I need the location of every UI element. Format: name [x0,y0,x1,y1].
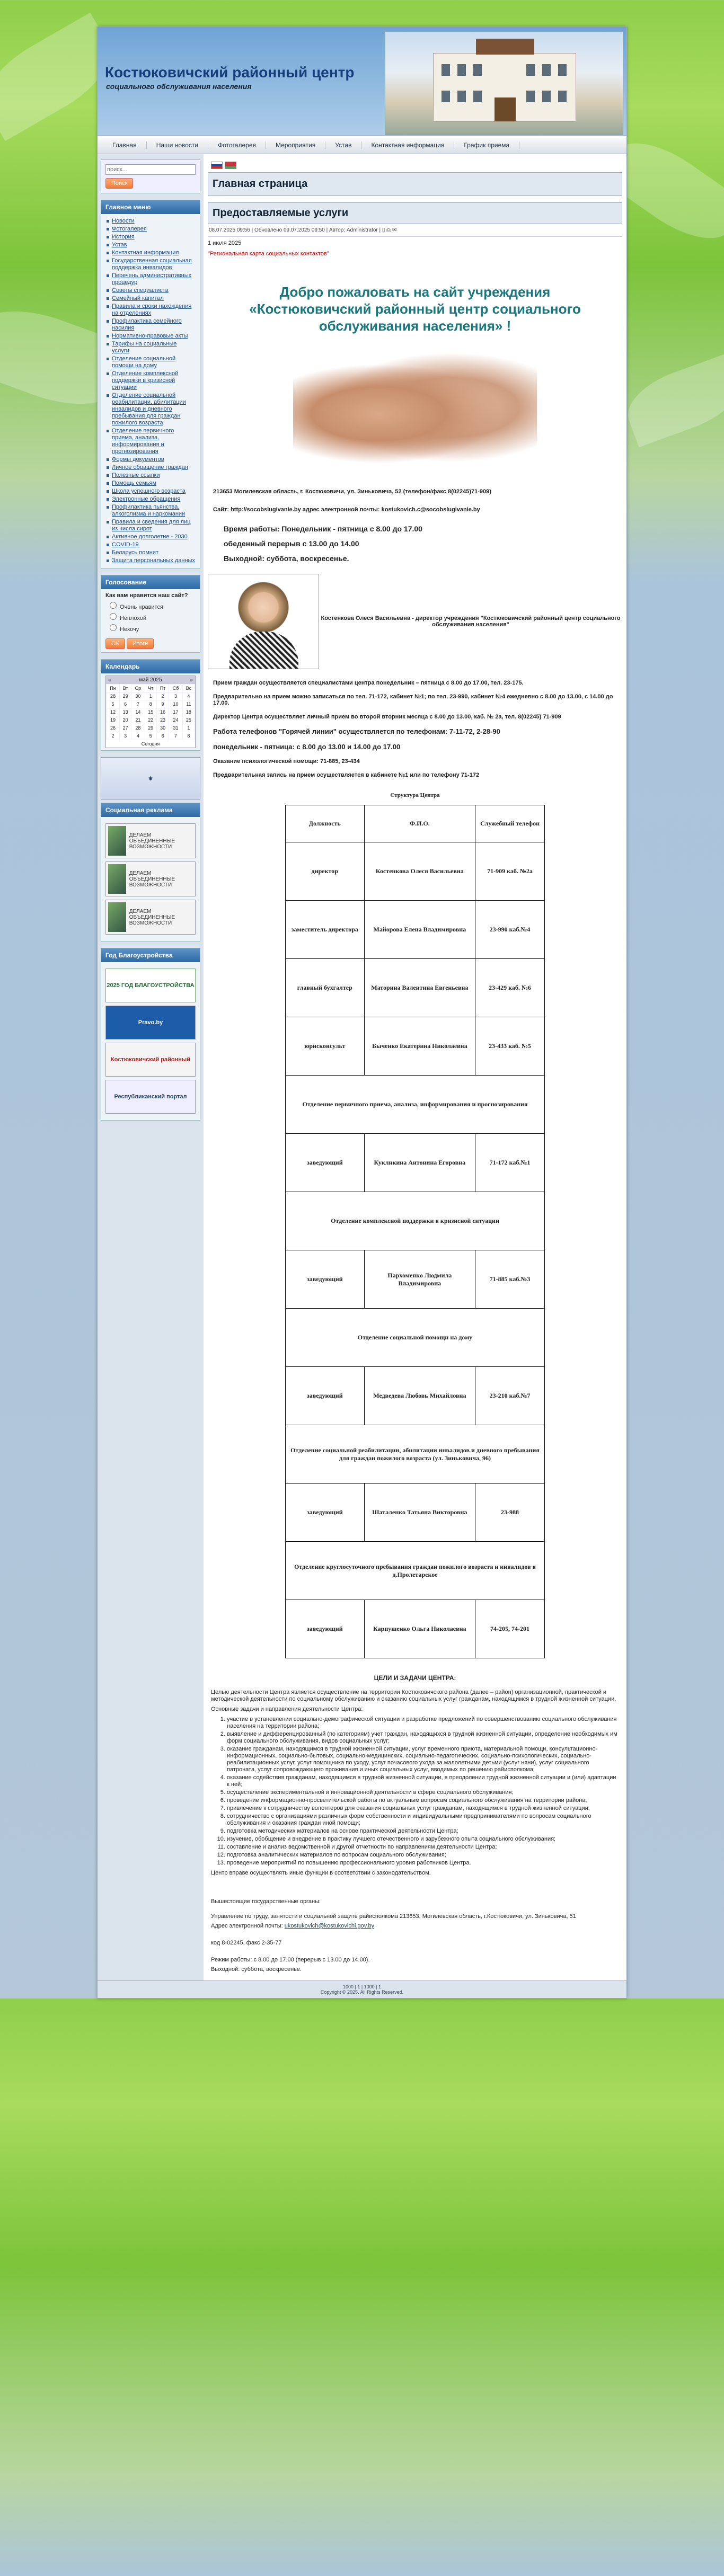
hotline-hours: понедельник - пятница: с 8.00 до 13.00 и 14.00 до 17.00 [213,743,401,751]
menu-item [105,332,196,340]
nav-charter[interactable]: Устав [325,141,361,149]
district-banner[interactable]: Костюковичский районный [105,1043,196,1077]
article-meta: 08.07.2025 09:56 | Обновлено 09.07.2025 09:50 | Автор: Administrator | ▯ ⎙ ✉ [208,224,622,237]
content-columns [98,154,626,1980]
calendar-day[interactable]: 1 [182,724,195,732]
reception-info [208,680,622,778]
article-title[interactable]: Предоставляемые услуги [208,202,622,224]
table-cell: Шаталенко Татьяна Викторовна [364,1484,475,1542]
menu-item [105,392,196,427]
calendar-day[interactable]: 7 [169,732,183,740]
table-cell: заместитель директора [286,901,365,959]
calendar-day[interactable]: 25 [182,716,195,724]
table-cell: 23-433 каб. №5 [475,1017,545,1076]
menu-item [105,225,196,233]
calendar-day[interactable]: 26 [107,724,120,732]
menu-item [105,340,196,355]
goals-text: Центр вправе осуществлять иные функции в соответствии с законодательством. [211,1870,431,1876]
menu-item [105,479,196,487]
menu-item [105,487,196,495]
table-cell: 71-909 каб. №2а [475,842,545,901]
copyright: Copyright © 2025. All Rights Reserved. [320,1989,404,1995]
calendar-day[interactable]: 4 [131,732,145,740]
goals-text: Основные задачи и направления деятельности Центра: [211,1706,363,1712]
site-footer [98,1980,626,1998]
calendar-day[interactable]: 29 [120,692,131,700]
goal-item: 12. подготовка аналитических материалов по вопросам социального обслуживания; [227,1852,619,1859]
table-cell: директор [286,842,365,901]
menu-item [105,518,196,533]
info-text: Предварительная запись на прием осуществляется в кабинете №1 или по телефону 71-172 [213,772,480,778]
calendar-day[interactable]: 28 [131,724,145,732]
menu-item [105,549,196,557]
department-cell: Отделение круглосуточного пребывания граждан пожилого возраста и инвалидов в д.Пролетарское [286,1542,545,1600]
site-wrapper [97,26,627,1998]
calendar-day[interactable]: 10 [169,700,183,708]
weekday-label: Пн [107,685,120,692]
work-hours: Время работы: Понедельник - пятница с 8.00 до 17.00 [224,525,422,533]
menu-link[interactable]: Отделение первичного приема, анализа, информирования и прогнозирования [112,428,174,455]
contact-text: Управление по труду, занятости и социальной защите райисполкома 213653, Могилевская область, г.Костюковичи, ул. Зиньковича, 51 [211,1913,576,1920]
poll-title: Голосование [101,575,200,589]
menu-link[interactable]: Новости [112,218,135,224]
menu-item [105,295,196,303]
print-icon[interactable]: ⎙ [386,227,391,233]
menu-item [105,257,196,272]
article-date: 1 июля 2025 [208,240,242,246]
table-row [286,842,545,901]
table-cell: Медведева Любовь Михайловна [364,1367,475,1425]
calendar-month: май 2025 [139,677,162,683]
contact-email-link[interactable]: ukostukovich@kostukovichi.gov.by [284,1923,375,1929]
regional-map-link[interactable]: "Региональная карта социальных контактов" [208,251,329,257]
table-header: Должность [286,805,365,842]
menu-item [105,472,196,479]
prev-month-icon[interactable]: « [108,677,111,683]
weekday-label: Ср [131,685,145,692]
contact-text: Выходной: суббота, воскресенье. [211,1966,302,1973]
table-row [286,1192,545,1250]
menu-link[interactable]: Помощь семьям [112,480,156,486]
menu-item [105,272,196,287]
ads-title: Социальная реклама [101,803,200,817]
vote-button[interactable]: ОК [105,638,125,649]
menu-link[interactable]: Фотогалерея [112,226,147,232]
poll-option-label: Очень нравится [120,604,163,610]
calendar-day[interactable]: 21 [131,716,145,724]
table-row [286,1600,545,1658]
menu-link[interactable]: Полезные ссылки [112,472,160,478]
table-row [286,1017,545,1076]
lunch-break: обеденный перерыв с 13.00 до 14.00 [224,539,359,548]
calendar-day[interactable]: 13 [120,708,131,716]
calendar-day[interactable]: 28 [107,692,120,700]
days-off: Выходной: суббота, воскресенье. [224,554,349,563]
poll-option[interactable] [110,624,196,633]
main-menu [101,200,200,569]
menu-item [105,217,196,225]
table-row [286,1134,545,1192]
department-cell: Отделение социальной помощи на дому [286,1309,545,1367]
welcome-heading: Добро пожаловать на сайт учреждения «Костюковичский районный центр социального обслуживания населения» ! [249,284,581,334]
psych-help: Оказание психологической помощи: 71-885, 23-434 [213,758,360,765]
calendar-today[interactable]: Сегодня [141,741,160,747]
year-box [101,948,200,1121]
search-button[interactable]: Поиск [105,178,133,189]
menu-link[interactable]: Беларусь помнит [112,549,159,556]
goal-item: 3. оказание гражданам, находящимся в трудной жизненной ситуации, услуг временного приюта, материальной помощи, консультационно-информационных, социально-бытовых, социально-медицинских, социально-педагогических, социально-психологических, социально-реабилитационных услуг, услуг помощника по уходу, услуг почасового ухода за малолетними детьми (услуг няни), услуг социального патроната, услуг сопровождающего проживания и иных социальных услуг, вводимых по решению райисполкома; [227,1746,619,1773]
calendar-day[interactable]: 7 [131,700,145,708]
goal-item: 13. проведение мероприятий по повышению профессионального уровня работников Центра. [227,1860,619,1867]
goal-item: 4. оказание содействия гражданам, находящимся в трудной жизненной ситуации, в преодолении трудной жизненной ситуации и (или) адаптации к ней; [227,1774,619,1788]
calendar-day[interactable]: 8 [182,732,195,740]
table-cell: Пархоменко Людмила Владимировна [364,1250,475,1309]
nav-home[interactable]: Главная [103,141,147,149]
goal-item: 8. сотрудничество с организациями различных форм собственности и индивидуальными предпринимателями по вопросам социального обслуживания и оказания граждан иной помощи; [227,1813,619,1827]
results-button[interactable]: Итоги [127,638,154,649]
structure-title: Структура Центра [390,792,440,798]
calendar-day[interactable]: 17 [169,708,183,716]
menu-link[interactable]: Профилактика пьянства, алкоголизма и наркомании [112,504,186,517]
calendar-day[interactable]: 6 [120,700,131,708]
nav-gallery[interactable]: Фотогалерея [208,141,266,149]
table-cell: 23-210 каб.№7 [475,1367,545,1425]
table-row [286,901,545,959]
table-cell: 74-205, 74-201 [475,1600,545,1658]
table-header: Ф.И.О. [364,805,475,842]
search-box [101,159,200,193]
visitor-counter: 1000 | 1 | 1000 | 1 [342,1984,382,1989]
table-cell: заведующий [286,1484,365,1542]
year-banner[interactable]: 2025 ГОД БЛАГОУСТРОЙСТВА [105,969,196,1002]
menu-item [105,541,196,549]
ad-banner[interactable]: ДЕЛАЕМ ОБЪЕДИНЕННЫЕ ВОЗМОЖНОСТИ [105,823,196,858]
ads-box [101,803,200,941]
calendar-day[interactable]: 11 [182,700,195,708]
year-title: Год Благоустройства [101,948,200,962]
menu-link[interactable]: Формы документов [112,456,164,463]
table-cell: заведующий [286,1367,365,1425]
department-cell: Отделение социальной реабилитации, абилитации инвалидов и дневного пребывания для граждан пожилого возраста (ул. Зиньковича, 96) [286,1425,545,1484]
menu-item [105,503,196,518]
director-block [208,574,622,669]
table-cell: Быченко Екатерина Николаевна [364,1017,475,1076]
pdf-icon[interactable]: ▯ [382,227,385,233]
calendar-day[interactable]: 23 [156,716,169,724]
hands-image [293,350,537,477]
menu-item [105,495,196,503]
goal-item: 6. проведение информационно-просветительской работы по актуальным вопросам социального обслуживания на территории района; [227,1797,619,1804]
menu-item [105,241,196,249]
building-photo [385,31,623,135]
menu-link[interactable]: Школа успешного возраста [112,488,186,494]
poll-radio[interactable] [110,602,117,609]
calendar-day[interactable]: 5 [107,700,120,708]
goal-item: 11. составление и анализ ведомственной и другой отчетности по направлениям деятельности Центра; [227,1844,619,1851]
menu-item [105,370,196,392]
menu-link[interactable]: COVID-19 [112,541,139,548]
calendar-day[interactable]: 20 [120,716,131,724]
ru-flag-icon[interactable] [211,162,223,169]
calendar-day[interactable]: 27 [120,724,131,732]
director-caption: Костенкова Олеся Васильевна - директор учреждения "Костюковичский районный центр социального обслуживания населения" [321,615,621,628]
weekday-label: Чт [145,685,156,692]
calendar-day[interactable]: 29 [145,724,156,732]
nav-contacts[interactable]: Контактная информация [361,141,454,149]
hotline-text: Работа телефонов "Горячей линии" осуществляется по телефонам: 7-11-72, 2-28-90 [213,727,500,735]
poll-option[interactable] [110,613,196,621]
main-menu-title: Главное меню [101,200,200,214]
poll-option-label: Нехочу [120,626,139,633]
table-row [286,1484,545,1542]
department-cell: Отделение первичного приема, анализа, информирования и прогнозирования [286,1076,545,1134]
calendar-day[interactable]: 3 [169,692,183,700]
table-cell: 23-990 каб.№4 [475,901,545,959]
calendar-day[interactable]: 24 [169,716,183,724]
goals-list [219,1716,619,1867]
menu-item [105,456,196,464]
top-navigation [98,136,626,154]
goal-item: 5. осуществление экспериментальной и инновационной деятельности в сфере социального обслуживания; [227,1789,619,1796]
calendar-day[interactable]: 14 [131,708,145,716]
ad-banner[interactable]: ДЕЛАЕМ ОБЪЕДИНЕННЫЕ ВОЗМОЖНОСТИ [105,900,196,935]
calendar-widget [105,676,196,748]
calendar-day[interactable]: 18 [182,708,195,716]
menu-link[interactable]: Нормативно-правовые акты [112,333,188,339]
menu-link[interactable]: Тарифы на социальные услуги [112,341,177,354]
table-cell: 71-885 каб.№3 [475,1250,545,1309]
menu-item [105,464,196,472]
calendar-day[interactable]: 15 [145,708,156,716]
table-row [286,959,545,1017]
goals-section [211,1674,619,1877]
info-text: Прием граждан осуществляется специалистами центра понедельник – пятница с 8.00 до 17.00, тел. 23-175. [213,680,524,686]
site-email[interactable]: Сайт: http://socobslugivanie.by адрес электронной почты: kostukovich.c@socobslugivanie.by [213,507,480,513]
email-icon[interactable]: ✉ [392,227,397,233]
goal-item: 10. изучение, обобщение и внедрение в практику лучшего отечественного и зарубежного опыта социального обслуживания; [227,1836,619,1843]
menu-item [105,317,196,332]
calendar-day[interactable]: 5 [145,732,156,740]
table-cell: заведующий [286,1250,365,1309]
calendar-grid [106,684,195,740]
nav-schedule[interactable]: График приема [454,141,519,149]
calendar-day[interactable]: 1 [145,692,156,700]
page-title: Главная страница [208,172,622,196]
menu-item [105,533,196,541]
calendar-day[interactable]: 9 [156,700,169,708]
menu-link[interactable]: Личное обращение граждан [112,464,188,470]
nav-events[interactable]: Мероприятия [266,141,325,149]
calendar-day[interactable]: 8 [145,700,156,708]
menu-link[interactable]: Активное долголетие - 2030 [112,534,188,540]
table-row [286,1076,545,1134]
building-image [433,53,576,122]
article-body [208,240,622,1973]
menu-link[interactable]: Государственная социальная поддержка инвалидов [112,257,192,271]
calendar-day[interactable]: 22 [145,716,156,724]
table-row [286,1309,545,1367]
calendar-day[interactable]: 3 [120,732,131,740]
director-photo [208,574,319,669]
info-text: Предварительно на прием можно записаться по тел. 71-172, кабинет №1; по тел. 23-990, кабинет №4 ежедневно с 8.00 до 13.00, с 14.00 до 17.00. [213,694,613,706]
table-cell: заведующий [286,1600,365,1658]
calendar-box [101,659,200,751]
table-row [286,1425,545,1484]
menu-link[interactable]: Отделение комплексной поддержки в кризисной ситуации [112,370,179,390]
main-menu-list [101,214,200,568]
poll-option[interactable] [110,602,196,610]
calendar-day[interactable]: 2 [156,692,169,700]
menu-link[interactable]: Контактная информация [112,250,179,256]
menu-link[interactable]: Правила и сроки нахождения на отделениях [112,303,192,316]
poll-option-label: Неплохой [120,615,147,621]
calendar-day[interactable]: 16 [156,708,169,716]
calendar-day[interactable]: 4 [182,692,195,700]
menu-item [105,355,196,370]
goal-item: 1. участие в установлении социально-демографической ситуации и разработке предложений по совершенствованию социального обслуживания населения на территории района; [227,1716,619,1730]
site-subtitle: социального обслуживания населения [106,82,252,91]
ad-banner[interactable]: ДЕЛАЕМ ОБЪЕДИНЕННЫЕ ВОЗМОЖНОСТИ [105,861,196,896]
poll-radio[interactable] [110,613,117,620]
menu-item [105,303,196,317]
table-row [286,1542,545,1600]
menu-item [105,233,196,241]
language-switcher [211,162,622,169]
table-cell: Майорова Елена Владимировна [364,901,475,959]
menu-link[interactable]: Профилактика семейного насилия [112,318,182,331]
table-row [286,1250,545,1309]
info-text: Директор Центра осуществляет личный прием во второй вторник месяца с 8.00 до 13.00, каб. № 2а, тел. 8(02245) 71-909 [213,714,561,720]
menu-link[interactable]: Правила и сведения для лиц из числа сирот [112,519,191,532]
search-input[interactable] [105,164,196,175]
weekday-label: Сб [169,685,183,692]
menu-link[interactable]: Советы специалиста [112,287,169,294]
contact-label: Адрес электронной почты: [211,1923,283,1929]
table-cell: 71-172 каб.№1 [475,1134,545,1192]
by-flag-icon[interactable] [225,162,236,169]
table-cell: заведующий [286,1134,365,1192]
table-cell: Кукликина Антонина Егоровна [364,1134,475,1192]
goal-item: 9. подготовка методических материалов на основе практической деятельности Центра; [227,1828,619,1835]
menu-link[interactable]: История [112,234,135,240]
menu-item [105,557,196,565]
weekday-label: Вт [120,685,131,692]
table-cell: 23-429 каб. №6 [475,959,545,1017]
calendar-day[interactable]: 19 [107,716,120,724]
table-header: Служебный телефон [475,805,545,842]
calendar-day[interactable]: 31 [169,724,183,732]
table-row [286,1367,545,1425]
goals-text: Целью деятельности Центра является осуществление на территории Костюковичского района (далее – район) организационной, практической и методической деятельности по социальному обслуживанию и оказанию социальных услуг гражданам, находящимся в трудной жизненной ситуации. [211,1689,616,1702]
next-month-icon[interactable]: » [190,677,193,683]
calendar-day[interactable]: 30 [131,692,145,700]
contact-text: Режим работы: с 8.00 до 17.00 (перерыв с 13.00 до 14.00). [211,1957,370,1963]
poll-question: Как вам нравится наш сайт? [105,592,188,599]
menu-link[interactable]: Отделение социальной реабилитации, абилитации инвалидов и дневного пребывания для граждан пожилого возраста [112,392,186,426]
menu-item [105,427,196,456]
calendar-day[interactable]: 30 [156,724,169,732]
calendar-day[interactable]: 2 [107,732,120,740]
menu-link[interactable]: Электронные обращения [112,496,181,502]
portal-banner[interactable]: Республиканский портал [105,1080,196,1114]
menu-link[interactable]: Устав [112,242,127,248]
goal-item: 7. привлечение к сотрудничеству волонтеров для оказания социальных услуг гражданам, находящимся в трудной жизненной ситуации; [227,1805,619,1812]
nav-news[interactable]: Наши новости [147,141,208,149]
menu-item [105,249,196,257]
menu-link[interactable]: Семейный капитал [112,295,164,301]
contact-text: Вышестоящие государственные органы: [211,1898,321,1905]
menu-link[interactable]: Перечень административных процедур [112,272,192,286]
left-sidebar [98,154,204,1980]
weekday-label: Пт [156,685,169,692]
poll-radio[interactable] [110,624,117,631]
menu-link[interactable]: Защита персональных данных [112,557,195,564]
main-content [204,154,626,1980]
staff-table [285,805,545,1658]
table-cell: Маторина Валентина Евгеньевна [364,959,475,1017]
table-cell: 23-988 [475,1484,545,1542]
poll-box [101,575,200,653]
menu-link[interactable]: Отделение социальной помощи на дому [112,356,176,369]
calendar-day[interactable]: 12 [107,708,120,716]
department-cell: Отделение комплексной поддержки в кризисной ситуации [286,1192,545,1250]
calendar-day[interactable]: 6 [156,732,169,740]
goals-title: ЦЕЛИ И ЗАДАЧИ ЦЕНТРА: [374,1674,456,1682]
calendar-title: Календарь [101,660,200,673]
pravo-banner[interactable]: Pravo.by [105,1006,196,1040]
address: 213653 Могилевская область, г. Костюковичи, ул. Зиньковича, 52 (телефон/факс 8(02245)71-909) [213,488,491,495]
table-cell: Костенкова Олеся Васильевна [364,842,475,901]
site-title: Костюковичский районный центр [105,64,355,81]
contact-text: код 8-02245, факс 2-35-77 [211,1940,282,1946]
table-cell: юрисконсульт [286,1017,365,1076]
menu-item [105,287,196,295]
goal-item: 2. выявление и дифференцированный (по категориям) учет граждан, находящихся в трудной жизненной ситуации, определение необходимых им форм социального обслуживания, видов социальных услуг; [227,1731,619,1745]
table-cell: Карпушенко Ольга Николаевна [364,1600,475,1658]
contact-section [208,1898,622,1973]
official-banner[interactable]: ⚜ [101,757,200,800]
weekday-label: Вс [182,685,195,692]
site-header [98,27,626,136]
table-cell: главный бухгалтер [286,959,365,1017]
